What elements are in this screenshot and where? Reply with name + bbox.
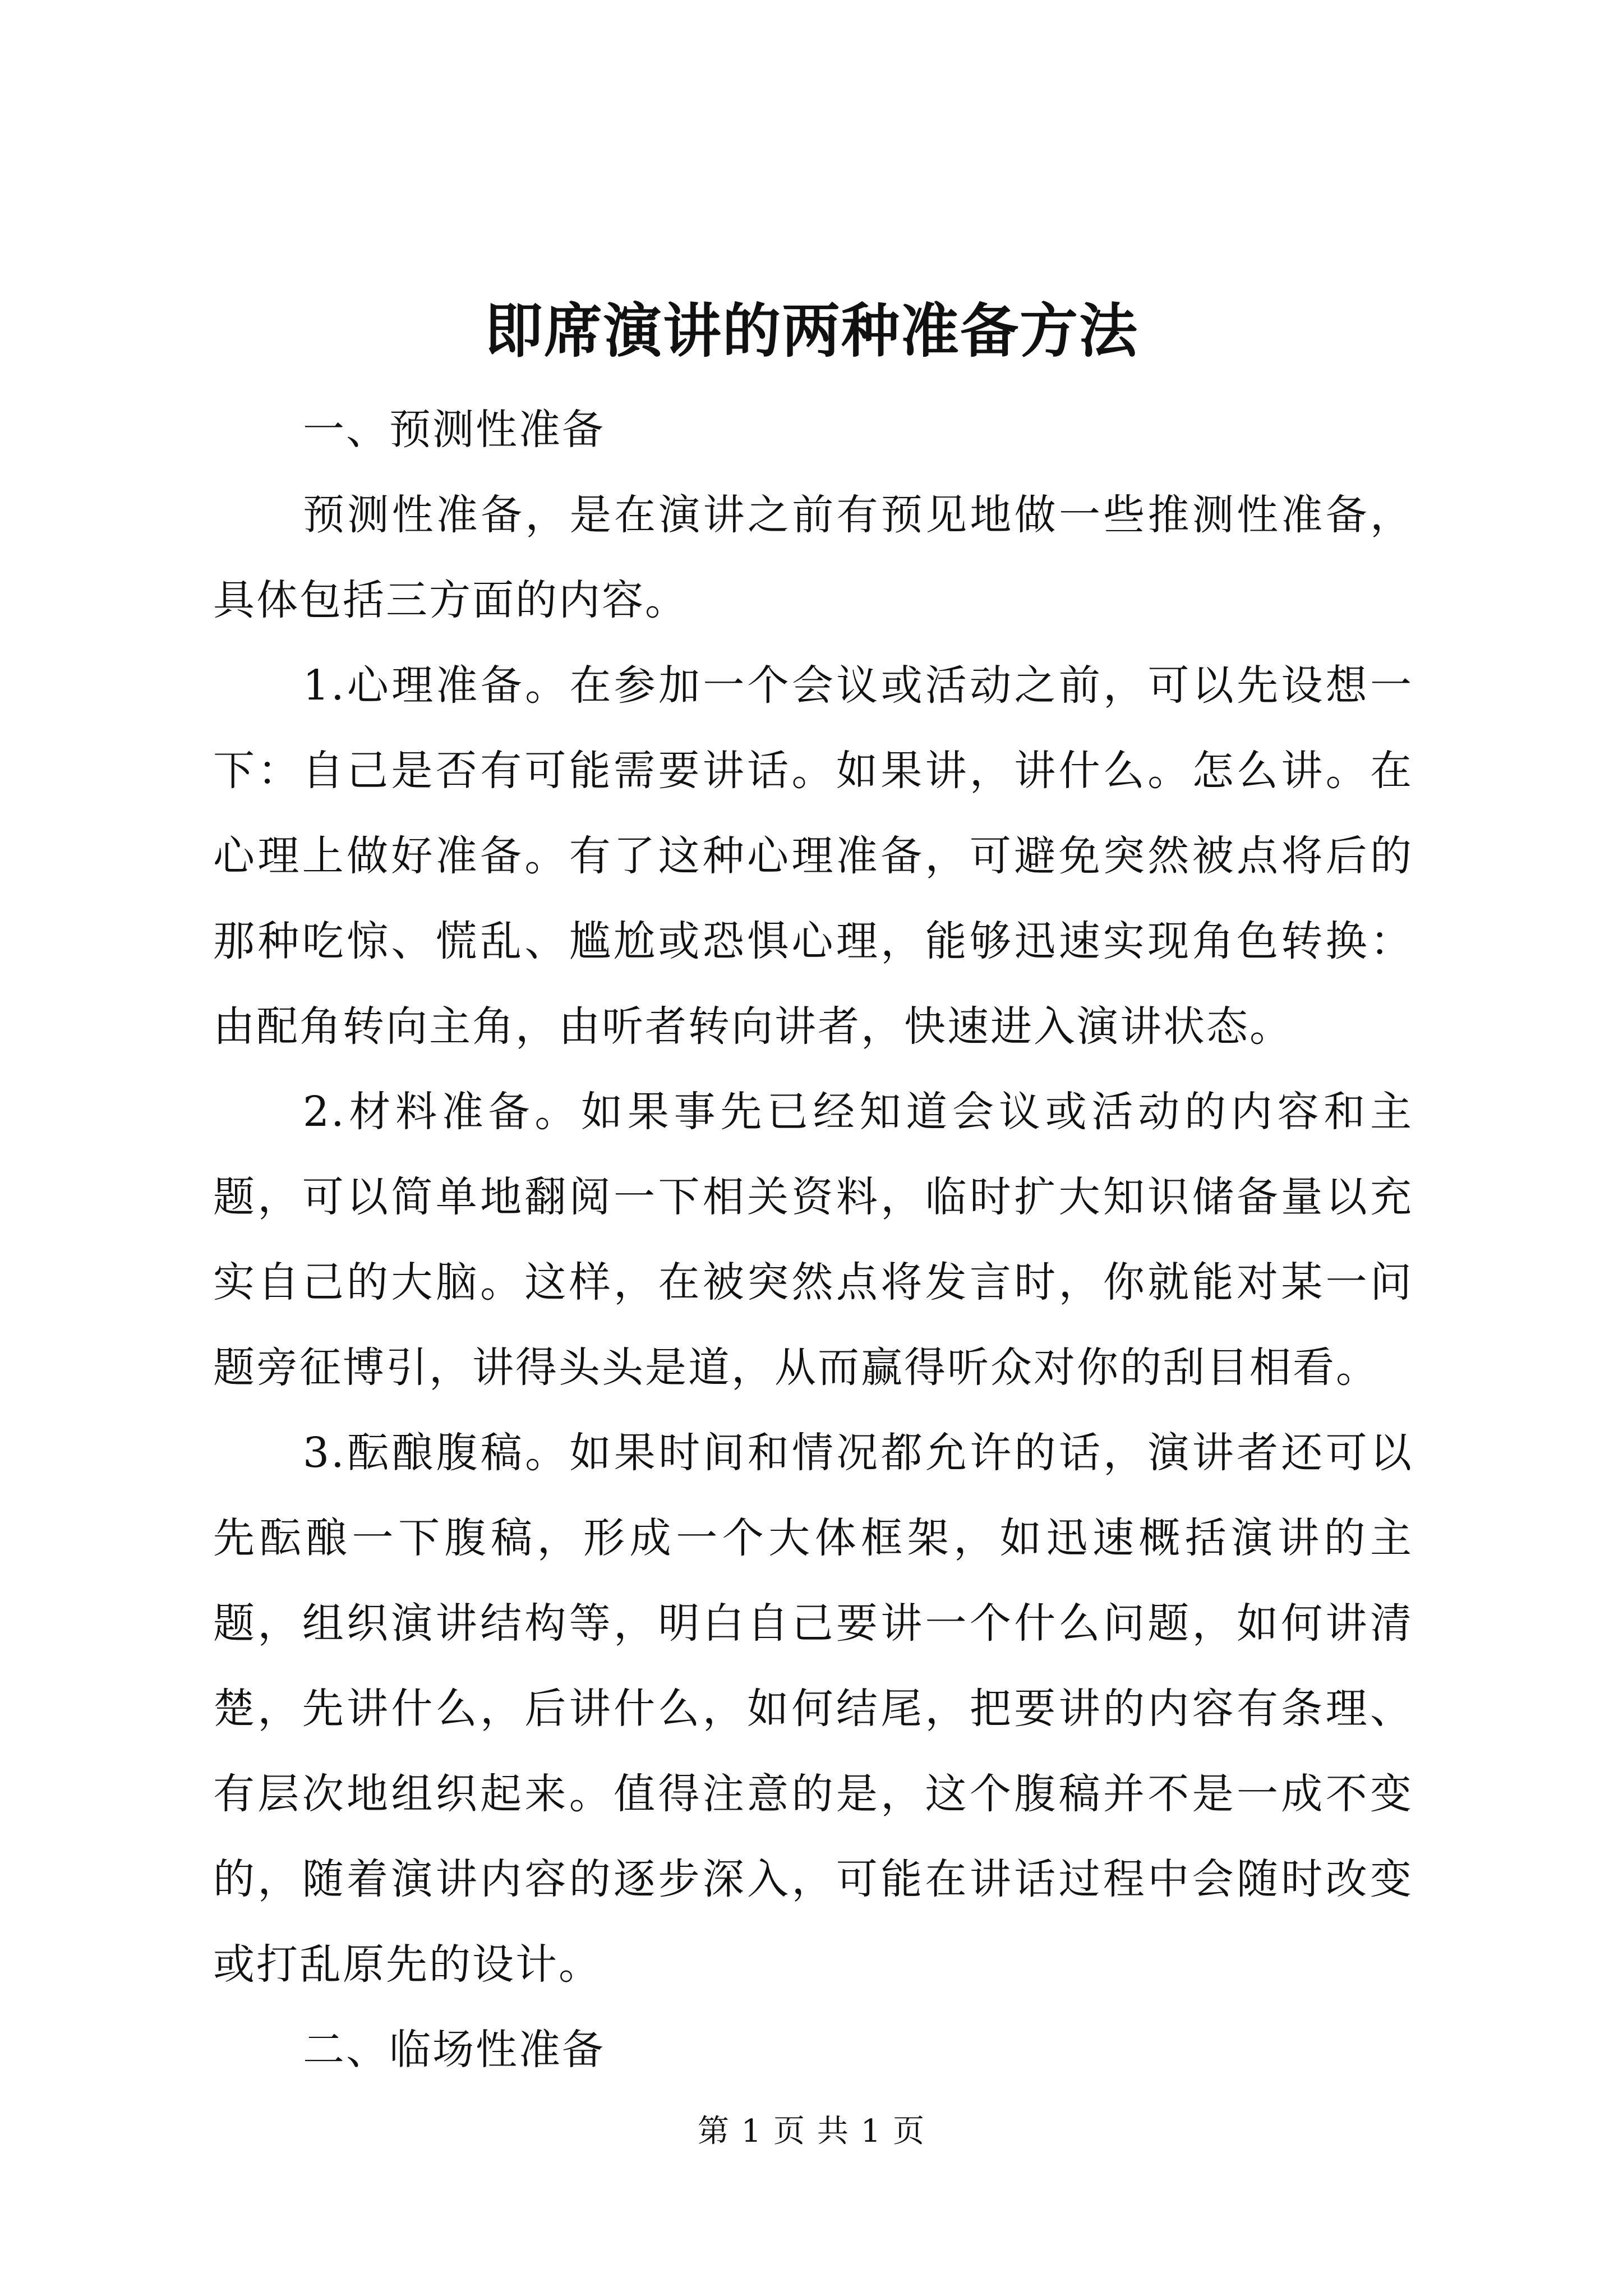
paragraph-psychological-prep: 1.心理准备。在参加一个会议或活动之前，可以先设想一下：自己是否有可能需要讲话。如果讲，讲什么。怎么讲。在心理上做好准备。有了这种心理准备，可避免突然被点将后的那种吃惊、慌乱、尴尬或恐惧心理，能够迅速实现角色转换：由配角转向主角，由听者转向讲者，快速进入演讲状态。 [213,661,1413,1051]
page-footer: 第 1 页 共 1 页 [697,2113,926,2150]
document-body [213,387,1413,2092]
paragraph-draft-prep: 3.酝酿腹稿。如果时间和情况都允许的话，演讲者还可以先酝酿一下腹稿，形成一个大体框架，如迅速概括演讲的主题，组织演讲结构等，明白自己要讲一个什么问题，如何讲清楚，先讲什么，后讲什么，如何结尾，把要讲的内容有条理、有层次地组织起来。值得注意的是，这个腹稿并不是一成不变的，随着演讲内容的逐步深入，可能在讲话过程中会随时改变或打乱原先的设计。 [213,1429,1413,1989]
document-title: 即席演讲的两种准备方法 [484,296,1138,365]
paragraph-intro: 预测性准备，是在演讲之前有预见地做一些推测性准备，具体包括三方面的内容。 [213,491,1413,624]
paragraph-material-prep: 2.材料准备。如果事先已经知道会议或活动的内容和主题，可以简单地翻阅一下相关资料，临时扩大知识储备量以充实自己的大脑。这样，在被突然点将发言时，你就能对某一问题旁征博引，讲得头头是道，从而赢得听众对你的刮目相看。 [213,1088,1413,1392]
section-heading-predictive: 一、预测性准备 [303,406,605,454]
section-heading-onsite: 二、临场性准备 [303,2026,605,2074]
